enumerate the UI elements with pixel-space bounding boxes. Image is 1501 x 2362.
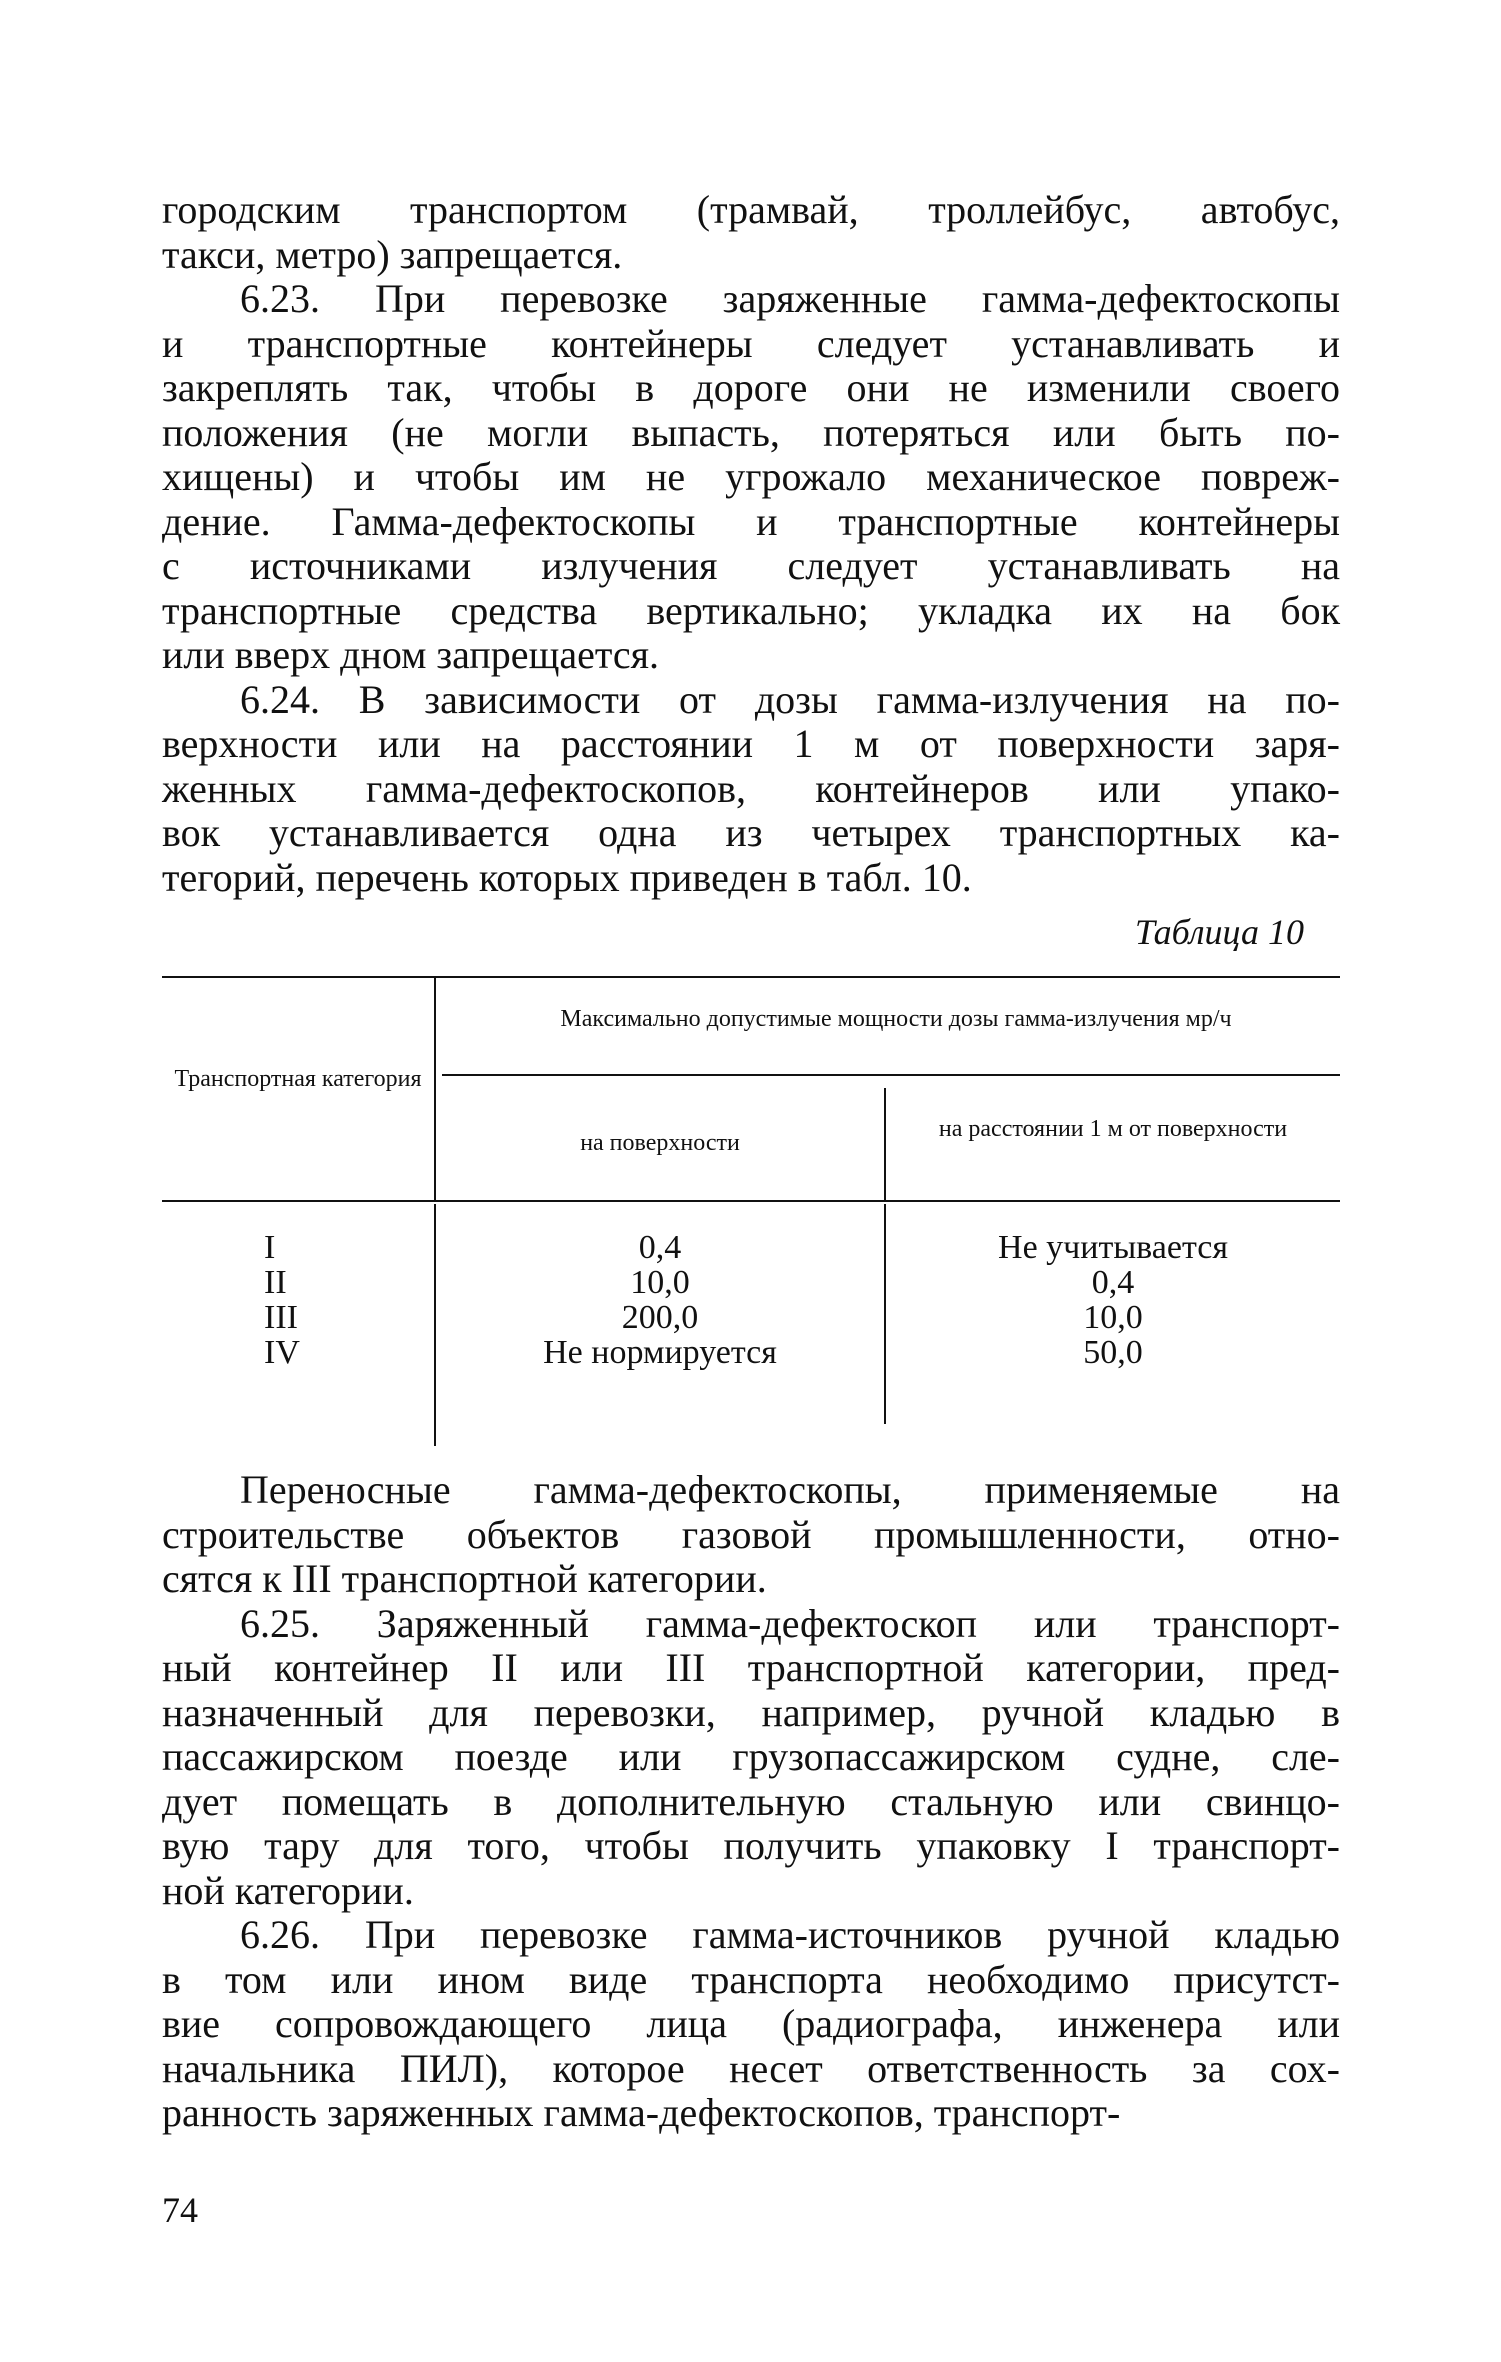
text-line: вок устанавливается одна из четырех транспортных ка- [162, 810, 1340, 855]
paragraph-p-6-26 [162, 1913, 1340, 2136]
text-line: 6.24. В зависимости от дозы гамма-излучения на по- [240, 676, 1340, 722]
text-line: закреплять так, чтобы в дороге они не изменили своего [162, 365, 1340, 410]
table-cell-distance: 50,0 [1083, 1334, 1143, 1371]
text-block-top [162, 188, 1340, 900]
text-line: с источниками излучения следует устанавливать на [162, 543, 1340, 588]
table-cell-surface: 0,4 [638, 1229, 682, 1266]
text-line: ной категории. [162, 1867, 414, 1913]
header-group: Максимально допустимые мощности дозы гамма-излучения мр/ч [560, 1006, 1232, 1032]
table-cell-category: I [264, 1229, 276, 1266]
table-group-rule [442, 1074, 1340, 1076]
table-cell-distance: 0,4 [1091, 1264, 1135, 1301]
text-line: 6.26. При перевозке гамма-источников ручной кладью [240, 1912, 1340, 1957]
text-line: дует помещать в дополнительную стальную или свинцо- [162, 1778, 1340, 1824]
table-cell-surface: 10,0 [630, 1264, 690, 1301]
table-cell-surface: Не нормируется [543, 1334, 777, 1371]
text-line: строительстве объектов газовой промышленности, отно- [162, 1511, 1340, 1557]
table-cell-category: IV [264, 1334, 300, 1371]
table-cell-category: III [264, 1299, 298, 1336]
text-line: положения (не могли выпасть, потеряться или быть по- [162, 409, 1340, 455]
paragraph-p-continuation [162, 188, 1340, 277]
table-caption: Таблица 10 [1134, 912, 1304, 952]
paragraph-p-6-25 [162, 1602, 1340, 1914]
text-line: назначенный для перевозки, например, ручной кладью в [162, 1689, 1340, 1735]
text-line: вую тару для того, чтобы получить упаковку I транспорт- [162, 1823, 1340, 1868]
text-line: и транспортные контейнеры следует устанавливать и [162, 320, 1340, 366]
text-line: тегорий, перечень которых приведен в табл. 10. [162, 854, 972, 900]
table-cell-category: II [264, 1264, 287, 1301]
header-category: Транспортная категория [174, 1066, 422, 1092]
text-line: дение. Гамма-дефектоскопы и транспортные контейнеры [162, 498, 1340, 544]
text-line: в том или ином виде транспорта необходимо присутст- [162, 1956, 1340, 2002]
text-line: 6.23. При перевозке заряженные гамма-дефектоскопы [240, 276, 1340, 321]
text-line: Переносные гамма-дефектоскопы, применяемые на [240, 1467, 1340, 1512]
paragraph-p-6-24 [162, 678, 1340, 901]
table-col2-rule-head [884, 1088, 886, 1200]
paragraph-p-portable [162, 1468, 1340, 1602]
header-surface: на поверхности [580, 1130, 740, 1156]
table-col1-rule-head [434, 976, 436, 1200]
text-line: женных гамма-дефектоскопов, контейнеров или упако- [162, 765, 1340, 811]
text-line: ный контейнер II или III транспортной категории, пред- [162, 1645, 1340, 1690]
text-line: пассажирском поезде или грузопассажирском судне, сле- [162, 1734, 1340, 1779]
table-top-rule [162, 976, 1340, 978]
text-line: начальника ПИЛ), которое несет ответственность за сох- [162, 2045, 1340, 2091]
transport-category-table [162, 976, 1340, 1446]
page-body [162, 188, 1340, 2136]
text-line: ранность заряженных гамма-дефектоскопов, транспорт- [162, 2090, 1121, 2135]
column-surface [436, 1230, 884, 1370]
table-cell-distance: Не учитывается [998, 1229, 1228, 1266]
text-line: верхности или на расстоянии 1 м от поверхности заря- [162, 721, 1340, 766]
table-cell-surface: 200,0 [621, 1299, 699, 1336]
text-line: 6.25. Заряженный гамма-дефектоскоп или транспорт- [240, 1600, 1340, 1646]
text-line: такси, метро) запрещается. [162, 231, 623, 277]
paragraph-p-6-23 [162, 277, 1340, 678]
text-line: транспортные средства вертикально; укладка их на бок [162, 587, 1340, 633]
text-line: или вверх дном запрещается. [162, 632, 659, 677]
text-line: хищены) и чтобы им не угрожало механическое повреж- [162, 454, 1340, 499]
text-line: городским транспортом (трамвай, троллейбус, автобус, [162, 187, 1340, 232]
text-line: сятся к III транспортной категории. [162, 1556, 767, 1601]
text-line: вие сопровождающего лица (радиографа, инженера или [162, 2001, 1340, 2046]
text-block-bottom [162, 1468, 1340, 2136]
page-number: 74 [162, 2190, 198, 2230]
table-cell-distance: 10,0 [1083, 1299, 1143, 1336]
column-category [264, 1230, 424, 1370]
header-distance: на расстоянии 1 м от поверхности [938, 1116, 1288, 1142]
table-header-rule [162, 1200, 1340, 1202]
column-distance [886, 1230, 1340, 1370]
